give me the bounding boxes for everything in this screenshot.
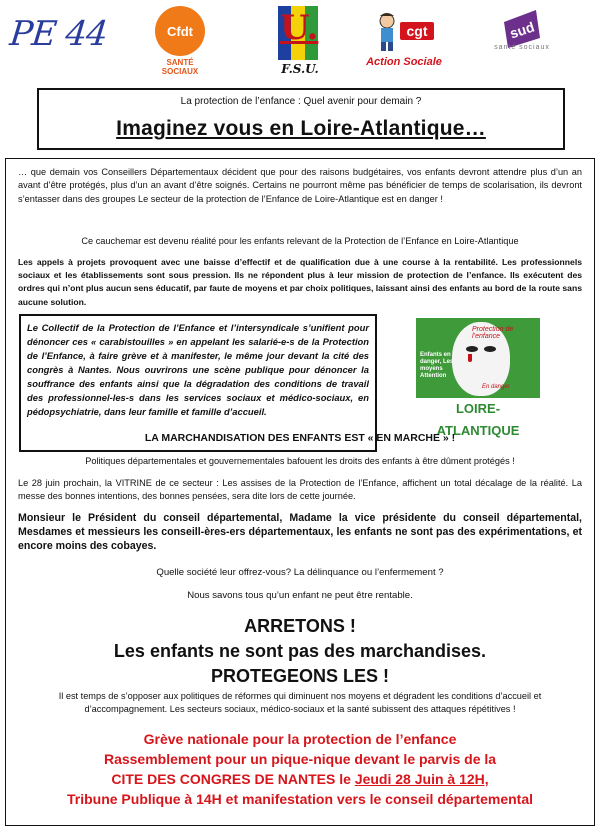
logo-bar [0,0,600,86]
poster-region: LOIRE-ATLANTIQUE [416,398,540,420]
call-line-3 [0,771,600,787]
cfdt-sub-line2: SOCIAUX [161,67,199,76]
poster-danger: En danger [482,384,510,390]
call-line-4: Tribune Publique à 14H et manifestation vers le conseil départemental [66,791,534,807]
politiques-paragraph: Politiques départementales et gouvernementales bafouent les droits des enfants à être dûment protégés ! [85,456,515,466]
vitrine-paragraph: Le 28 juin prochain, la VITRINE de ce secteur : Les assises de la Protection de l’Enfance, affichent un total décalage de la réalité. La messe des bonnes intentions, des bonnes pensées, sera dite lors de cette journée. [18,478,582,502]
poster-text: Enfants en danger, Les moyens Attention [420,352,454,379]
appels-paragraph: Les appels à projets provoquent avec une baisse d’effectif et de qualification due à une course à la rentabilité. Les professionnels sociaux et les établissements sont sous pression. Ils ne répondent plus à leur mission de protection de l’enfance. Ils exécutent des ordres qui n’ont plus aucun sens éducatif, par faute de moyens et par choix politiques, laissant ainsi des enfants au bord de la route sans aucune solution. [18,257,582,307]
cfdt-subtitle [152,58,208,76]
sud-subtitle: santé sociaux [494,44,550,51]
marchandisation-heading: LA MARCHANDISATION DES ENFANTS EST « EN MARCHE » ! [144,432,456,444]
cgt-mascot-icon [374,12,400,52]
intro-paragraph: … que demain vos Conseillers Départementaux décident que pour des raisons budgétaires, vos enfants devront attendre plus d’un an avant d’être protégés, plus d’un an avant d’être soignés. Certains ne pourront même pas bénéficier de temps de scolarisation, ils devront s’entasser dans des groupes Le secteur de la protection de l’Enfance de Loire-Atlantique est en danger ! [18,167,582,204]
fsu-logo [278,6,318,60]
cgt-subtitle: Action Sociale [366,56,442,68]
fsu-label: F.S.U. [281,62,319,76]
marchandises-heading: Les enfants ne sont pas des marchandises. [113,641,487,661]
poster-image [416,318,540,438]
call-line-2: Rassemblement pour un pique-nique devant le parvis de la [103,751,497,767]
sud-logo-text: sud [507,18,537,42]
title-box [37,88,565,150]
nightmare-paragraph: Ce cauchemar est devenu réalité pour les enfants relevant de la Protection de l’Enfance en Loire-Atlantique [81,236,519,246]
header-question: La protection de l’enfance : Quel avenir pour demain ? [180,96,422,107]
rentable-line: Nous savons tous qu’un enfant ne peut être rentable. [187,590,413,601]
cgt-logo [372,8,436,56]
societe-line: Quelle société leur offrez-vous? La délinquance ou l’enfermement ? [156,567,444,578]
cfdt-logo-text: Cfdt [167,23,193,39]
cfdt-sub-line1: SANTÉ [166,58,194,67]
call-line-1: Grève nationale pour la protection de l’enfance [143,731,457,747]
temps-paragraph: Il est temps de s’opposer aux politiques de réformes qui diminuent nos moyens et dégradent les conditions d’accueil et d’accompagnement. Les secteurs sociaux, médico-sociaux et la santé subissent des attaques répétitives ! [58,691,542,715]
page-title: Imaginez vous en Loire-Atlantique… [116,117,486,140]
monsieur-paragraph: Monsieur le Président du conseil départemental, Madame la vice présidente du conseil départemental, Mesdames et messieurs les conseill-ères-ers départementaux, les enfants ne sont pas des expérimentations, et encore moins des cobayes. [18,512,582,553]
call-line-3-place: CITE DES CONGRES DE NANTES le [111,771,355,787]
cgt-logo-text: cgt [400,22,434,40]
collectif-box: Le Collectif de la Protection de l’Enfance et l’intersyndicale s’unifient pour dénoncer ces « carabistouilles » en appelant les salarié-e-s de la Protection de l’Enfance, à faire grève et à manifester, le même jour devant la cité des congrès à Nantes. Nous ouvrirons une scène publique pour dénoncer la souffrance des enfants ainsi que la dégradation des conditions de travail des professionnel-les-s dans les services sociaux et médico-sociaux, en pédopsychiatrie, dans leur famille et famille d’accueil. [19,314,377,452]
pe44-logo: PE 44 [7,14,109,54]
cfdt-logo [155,6,205,56]
fsu-letter: U. [280,8,319,48]
protegeons-heading: PROTEGEONS LES ! [210,666,390,686]
poster-title: Protection de l’enfance [472,326,514,340]
arretons-heading: ARRETONS ! [244,616,356,636]
call-line-3-date: Jeudi 28 Juin à 12H, [354,771,489,787]
